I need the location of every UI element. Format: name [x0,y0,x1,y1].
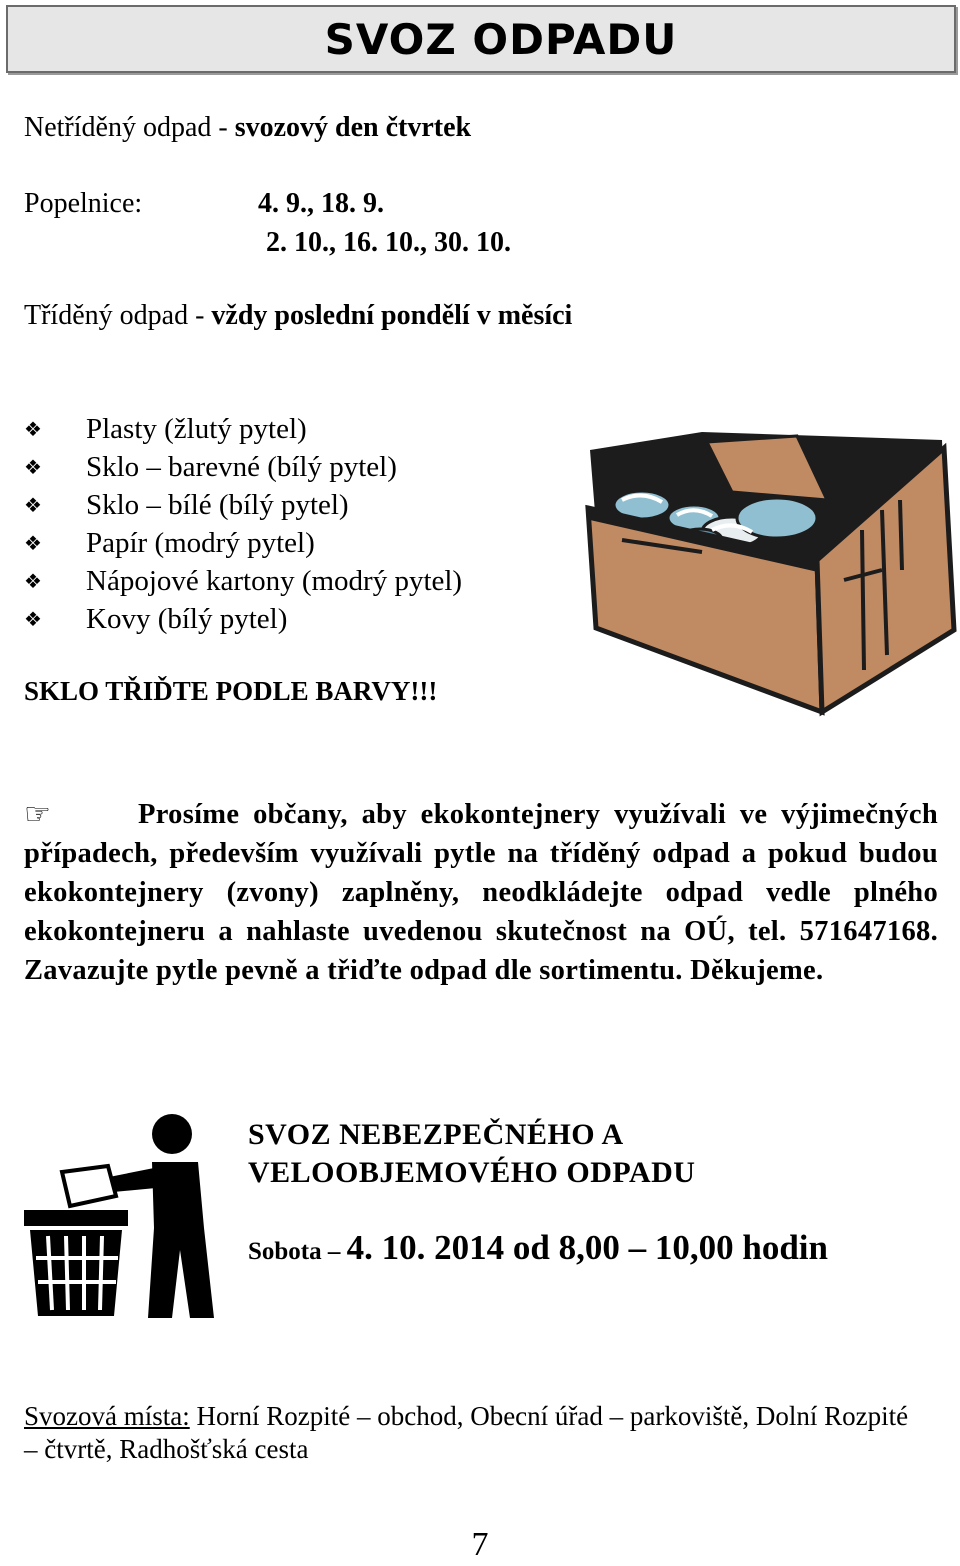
bins-dates-line1: 4. 9., 18. 9. [258,188,384,219]
page-number: 7 [471,1526,489,1563]
hazardous-title-line2: VELOOBJEMOVÉHO ODPADU [248,1156,696,1189]
hazardous-day: Sobota – [248,1238,347,1265]
unsorted-day: svozový den čtvrtek [234,112,472,143]
diamond-bullet-icon: ❖ [24,531,42,555]
diamond-bullet-icon: ❖ [24,417,42,441]
glass-sorting-note: SKLO TŘIĎTE PODLE BARVY!!! [24,676,438,706]
bins-label: Popelnice: [24,188,143,219]
notice-paragraph [24,795,938,990]
diamond-bullet-icon: ❖ [24,493,42,517]
hazardous-datetime: 4. 10. 2014 od 8,00 – 10,00 hodin [346,1228,828,1267]
sorted-waste-line [24,300,572,332]
unsorted-label: Netříděný odpad - [24,112,235,143]
hazardous-waste-title [248,1116,695,1192]
hazardous-waste-date [248,1228,828,1268]
list-item-label: Nápojové kartony (modrý pytel) [86,565,463,597]
trash-bin-pictogram [22,1110,222,1318]
list-item [24,410,462,448]
list-item-label: Sklo – barevné (bílý pytel) [86,451,397,483]
sorted-day: vždy poslední pondělí v měsíci [211,300,573,331]
waste-type-list [24,410,462,638]
list-item [24,562,462,600]
list-item [24,448,462,486]
list-item [24,524,462,562]
unsorted-waste-line [24,112,471,144]
collection-points [24,1400,924,1466]
recycling-box-illustration [582,420,958,720]
collection-points-text: Horní Rozpité – obchod, Obecní úřad – parkoviště, Dolní Rozpité – čtvrtě, Radhošťská cesta [24,1401,909,1464]
title-banner [6,5,956,73]
page-title: SVOZ ODPADU [324,15,678,64]
list-item-label: Kovy (bílý pytel) [86,603,288,635]
bins-dates-line2: 2. 10., 16. 10., 30. 10. [266,227,511,258]
hazardous-title-line1: SVOZ NEBEZPEČNÉHO A [248,1118,624,1151]
pointing-hand-icon: ☞ [24,797,52,832]
diamond-bullet-icon: ❖ [24,455,42,479]
notice-text: Prosíme občany, aby ekokontejnery využívali ve výjimečných případech, především využívali pytle na tříděný odpad a pokud budou ekokontejnery (zvony) zaplněny, neodkládejte odpad vedle plného ekokontejneru a nahlaste uvedenou skutečnost na OÚ, tel. 571647168. Zavazujte pytle pevně a třiďte odpad dle sortimentu. Děkujeme. [24,799,938,986]
list-item [24,600,462,638]
diamond-bullet-icon: ❖ [24,607,42,631]
list-item [24,486,462,524]
list-item-label: Papír (modrý pytel) [86,527,315,559]
collection-points-label: Svozová místa: [24,1401,190,1431]
list-item-label: Plasty (žlutý pytel) [86,413,307,445]
diamond-bullet-icon: ❖ [24,569,42,593]
sorted-label: Tříděný odpad - [24,300,212,331]
list-item-label: Sklo – bílé (bílý pytel) [86,489,349,521]
